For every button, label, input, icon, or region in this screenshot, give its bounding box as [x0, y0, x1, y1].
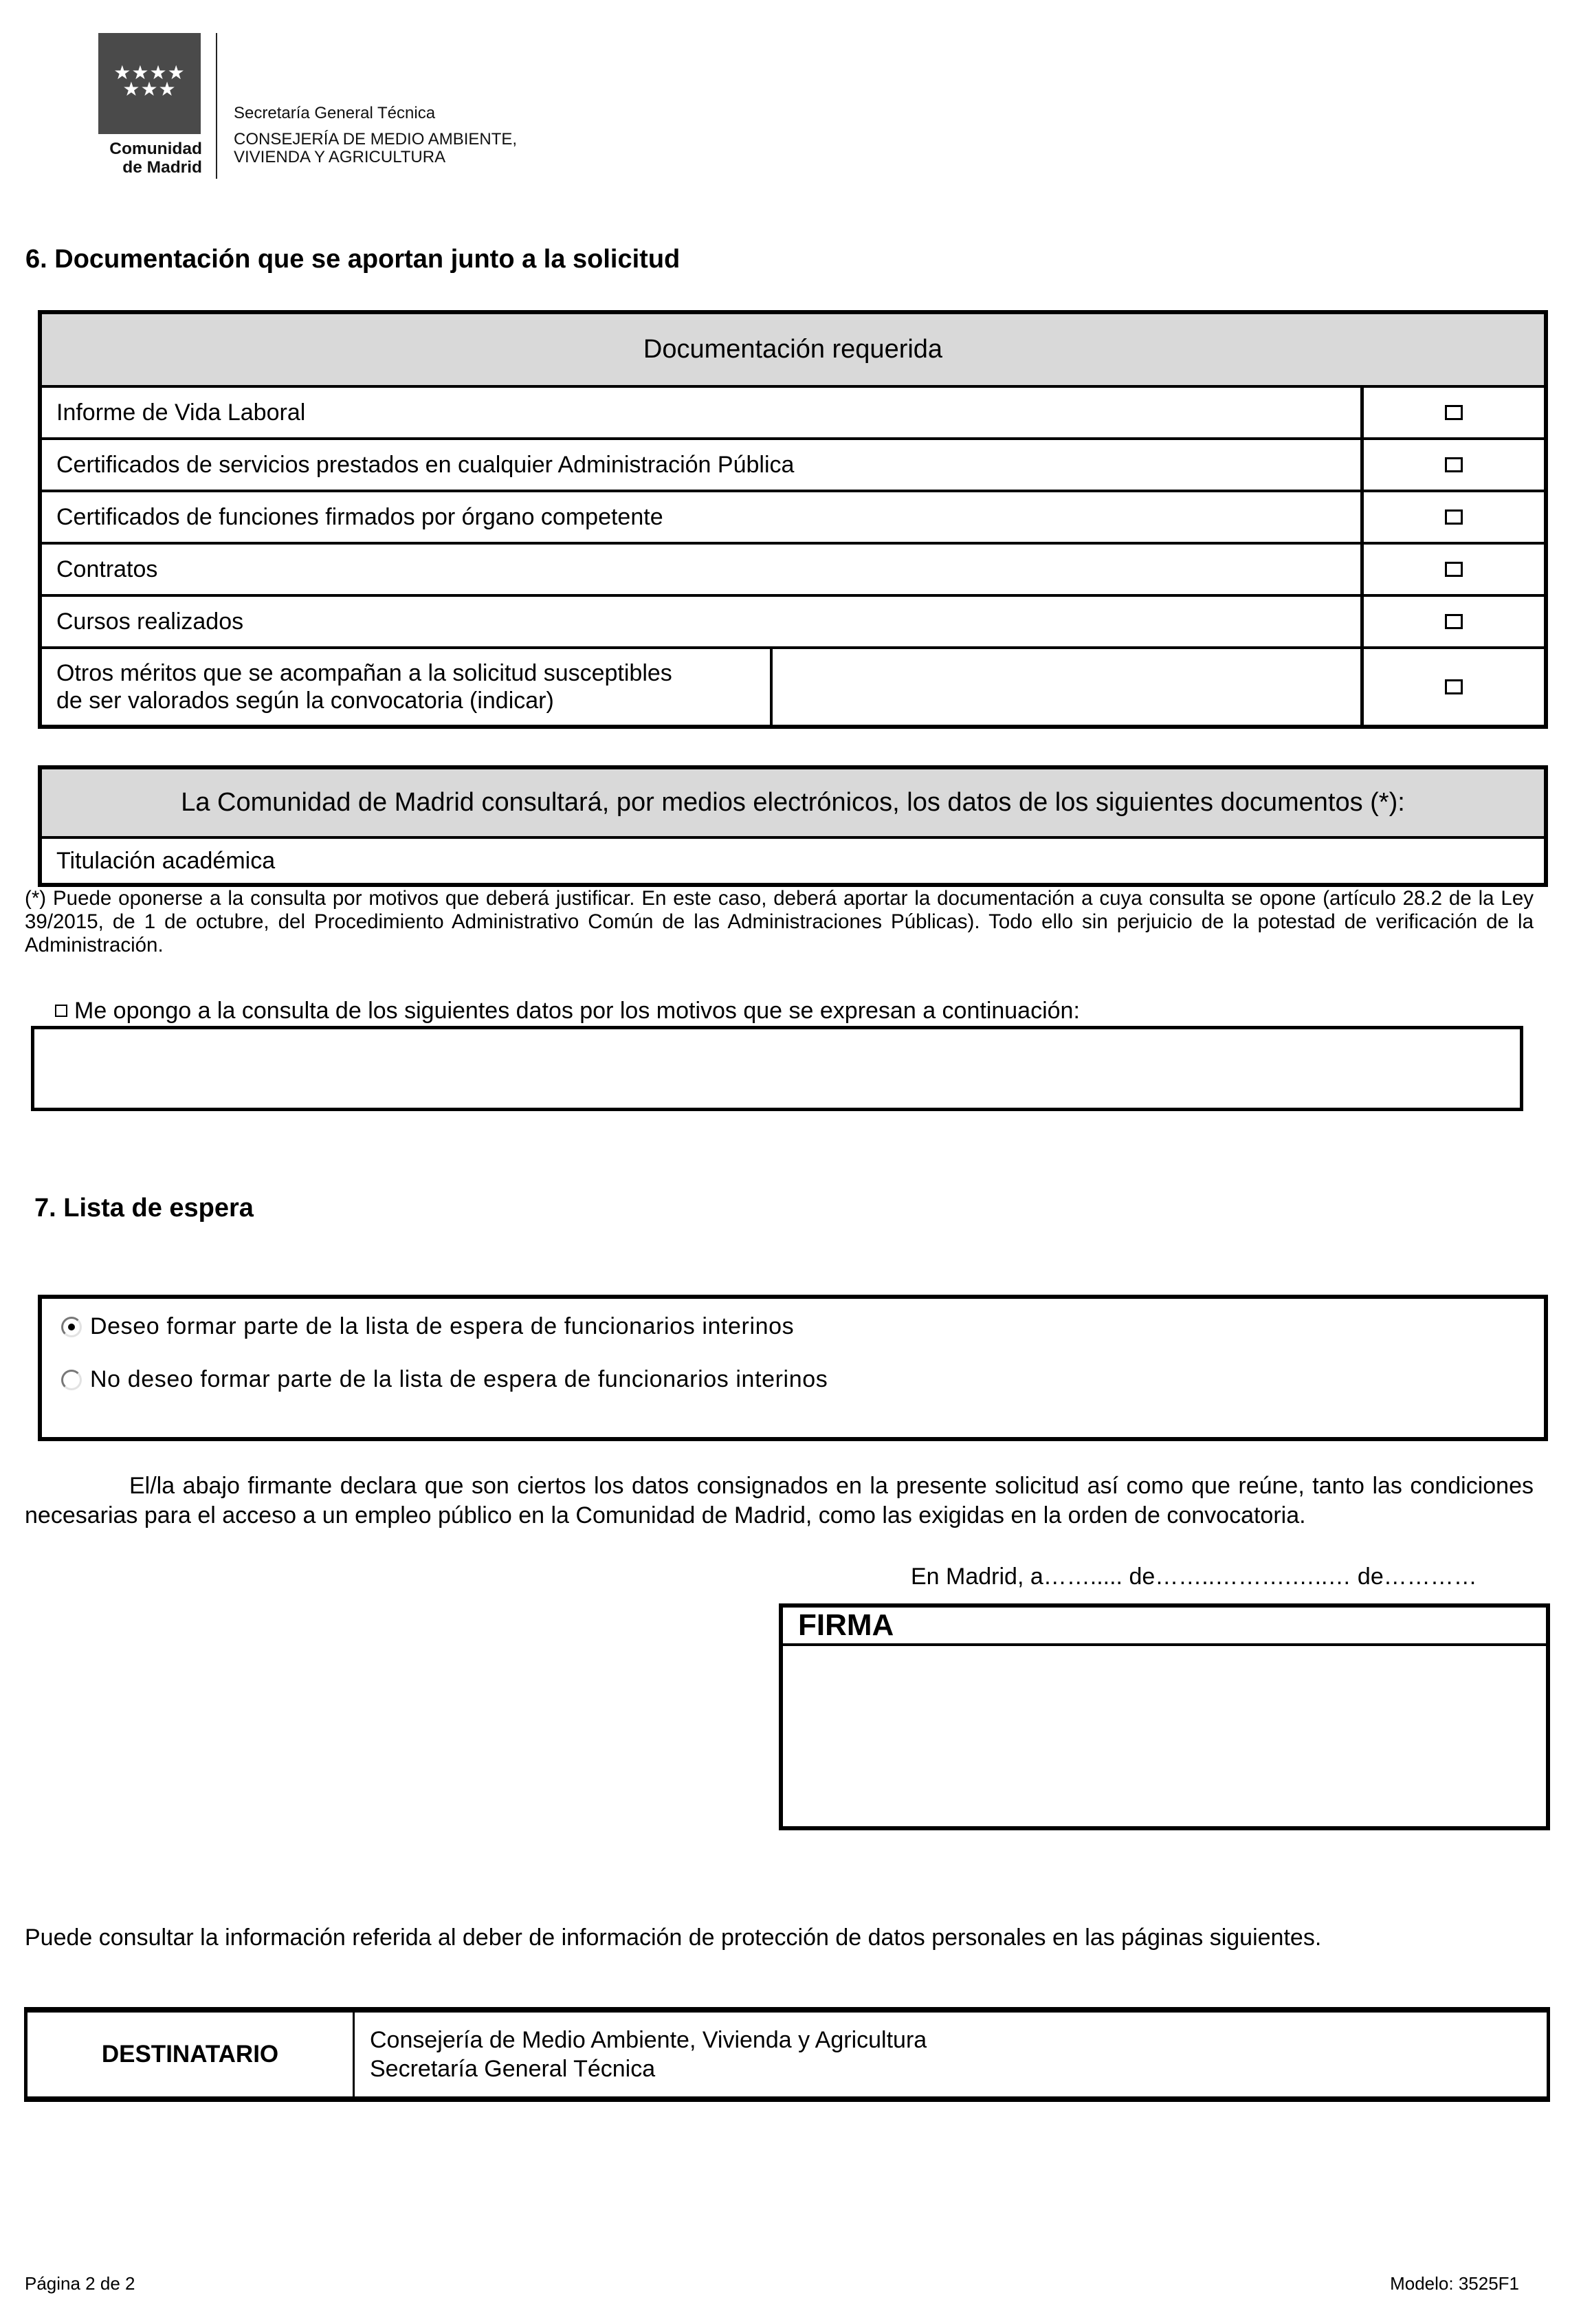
signature-area[interactable]	[783, 1646, 1546, 1829]
oppose-label: Me opongo a la consulta de los siguientes datos por los motivos que se expresan a continuación:	[74, 998, 1080, 1024]
recipient-value	[355, 2013, 1547, 2096]
checkbox-cursos[interactable]	[1445, 614, 1463, 629]
table-row	[42, 440, 1544, 492]
place-date-line: En Madrid, a……..... de……..……….…..… de…………	[911, 1564, 1477, 1590]
waiting-list-options	[38, 1295, 1548, 1441]
row-label: Certificados de servicios prestados en cualquier Administración Pública	[56, 452, 795, 478]
table-row	[42, 388, 1544, 440]
checkbox-certificados-funciones[interactable]	[1445, 509, 1463, 525]
signature-label: FIRMA	[783, 1608, 1546, 1646]
row-label-line2: de ser valorados según la convocatoria (indicar)	[56, 688, 554, 714]
department-subtitle: Secretaría General Técnica	[234, 104, 436, 122]
consult-table	[38, 765, 1548, 887]
table-row	[42, 649, 1544, 725]
declaration-body: El/la abajo firmante declara que son ciertos los datos consignados en la presente solicitud así como que reúne, tanto las condiciones necesarias para el acceso a un empleo público en la Comunidad de Madrid, como las exigidas en la orden de convocatoria.	[25, 1473, 1534, 1528]
consult-table-header: La Comunidad de Madrid consultará, por medios electrónicos, los datos de los siguientes documentos (*):	[42, 769, 1544, 839]
oppose-reasons-input[interactable]	[31, 1026, 1523, 1111]
stars-icon: ★★★★	[113, 61, 186, 84]
department-name	[234, 131, 517, 166]
oppose-option	[55, 997, 1080, 1024]
otros-meritos-input[interactable]	[770, 649, 1360, 725]
consult-footnote: (*) Puede oponerse a la consulta por motivos que deberá justificar. En este caso, deberá aportar la documentación a cuya consulta se opone (artículo 28.2 de la Ley 39/2015, de 1 de octubre, del Procedimiento Administrativo Común de las Administraciones Públicas). Todo ello sin perjuicio de la potestad de verificación de la Administración.	[25, 887, 1534, 956]
row-label: Contratos	[56, 556, 158, 582]
comunidad-madrid-logo	[98, 33, 201, 134]
recipient-line2: Secretaría General Técnica	[370, 2056, 656, 2082]
checkbox-contratos[interactable]	[1445, 562, 1463, 577]
checkbox-certificados-servicios[interactable]	[1445, 457, 1463, 472]
header-divider	[216, 33, 217, 179]
consult-row: Titulación académica	[56, 847, 276, 874]
table-row	[42, 545, 1544, 597]
table-row	[42, 492, 1544, 545]
department-line2: VIVIENDA Y AGRICULTURA	[234, 148, 446, 166]
row-label-line1: Otros méritos que se acompañan a la solicitud susceptibles	[56, 660, 672, 686]
signature-box	[779, 1603, 1550, 1830]
table-row	[42, 597, 1544, 649]
documentation-table	[38, 310, 1548, 729]
logo-name-line2: de Madrid	[122, 158, 202, 177]
radio-label: Deseo formar parte de la lista de espera de funcionarios interinos	[90, 1313, 795, 1339]
row-label: Cursos realizados	[56, 609, 244, 635]
section-7-title: 7. Lista de espera	[34, 1194, 254, 1223]
stars-icon: ★★★	[122, 78, 177, 100]
page-number: Página 2 de 2	[25, 2273, 135, 2294]
logo-name-line1: Comunidad	[109, 140, 202, 158]
recipient-table	[24, 2007, 1550, 2102]
department-line1: CONSEJERÍA DE MEDIO AMBIENTE,	[234, 130, 518, 149]
section-6-title: 6. Documentación que se aportan junto a la solicitud	[25, 245, 681, 274]
documentation-table-header: Documentación requerida	[42, 314, 1544, 388]
radio-selected-icon[interactable]	[61, 1317, 82, 1337]
model-number: Modelo: 3525F1	[1390, 2273, 1519, 2294]
checkbox-vida-laboral[interactable]	[1445, 405, 1463, 420]
radio-label: No deseo formar parte de la lista de espera de funcionarios interinos	[90, 1366, 828, 1392]
oppose-checkbox[interactable]	[55, 1005, 67, 1017]
recipient-label: DESTINATARIO	[27, 2013, 355, 2096]
row-label-otros	[42, 649, 770, 725]
row-label: Certificados de funciones firmados por órgano competente	[56, 504, 663, 530]
row-label: Informe de Vida Laboral	[56, 399, 306, 426]
privacy-notice: Puede consultar la información referida al deber de información de protección de datos personales en las páginas siguientes.	[25, 1925, 1322, 1951]
radio-option-no-desea[interactable]	[61, 1366, 828, 1393]
logo-name	[97, 140, 202, 177]
declaration-text	[25, 1471, 1534, 1531]
checkbox-otros-meritos[interactable]	[1445, 679, 1463, 694]
radio-unselected-icon[interactable]	[61, 1370, 82, 1390]
radio-option-desea[interactable]	[61, 1313, 794, 1340]
recipient-line1: Consejería de Medio Ambiente, Vivienda y Agricultura	[370, 2027, 927, 2053]
